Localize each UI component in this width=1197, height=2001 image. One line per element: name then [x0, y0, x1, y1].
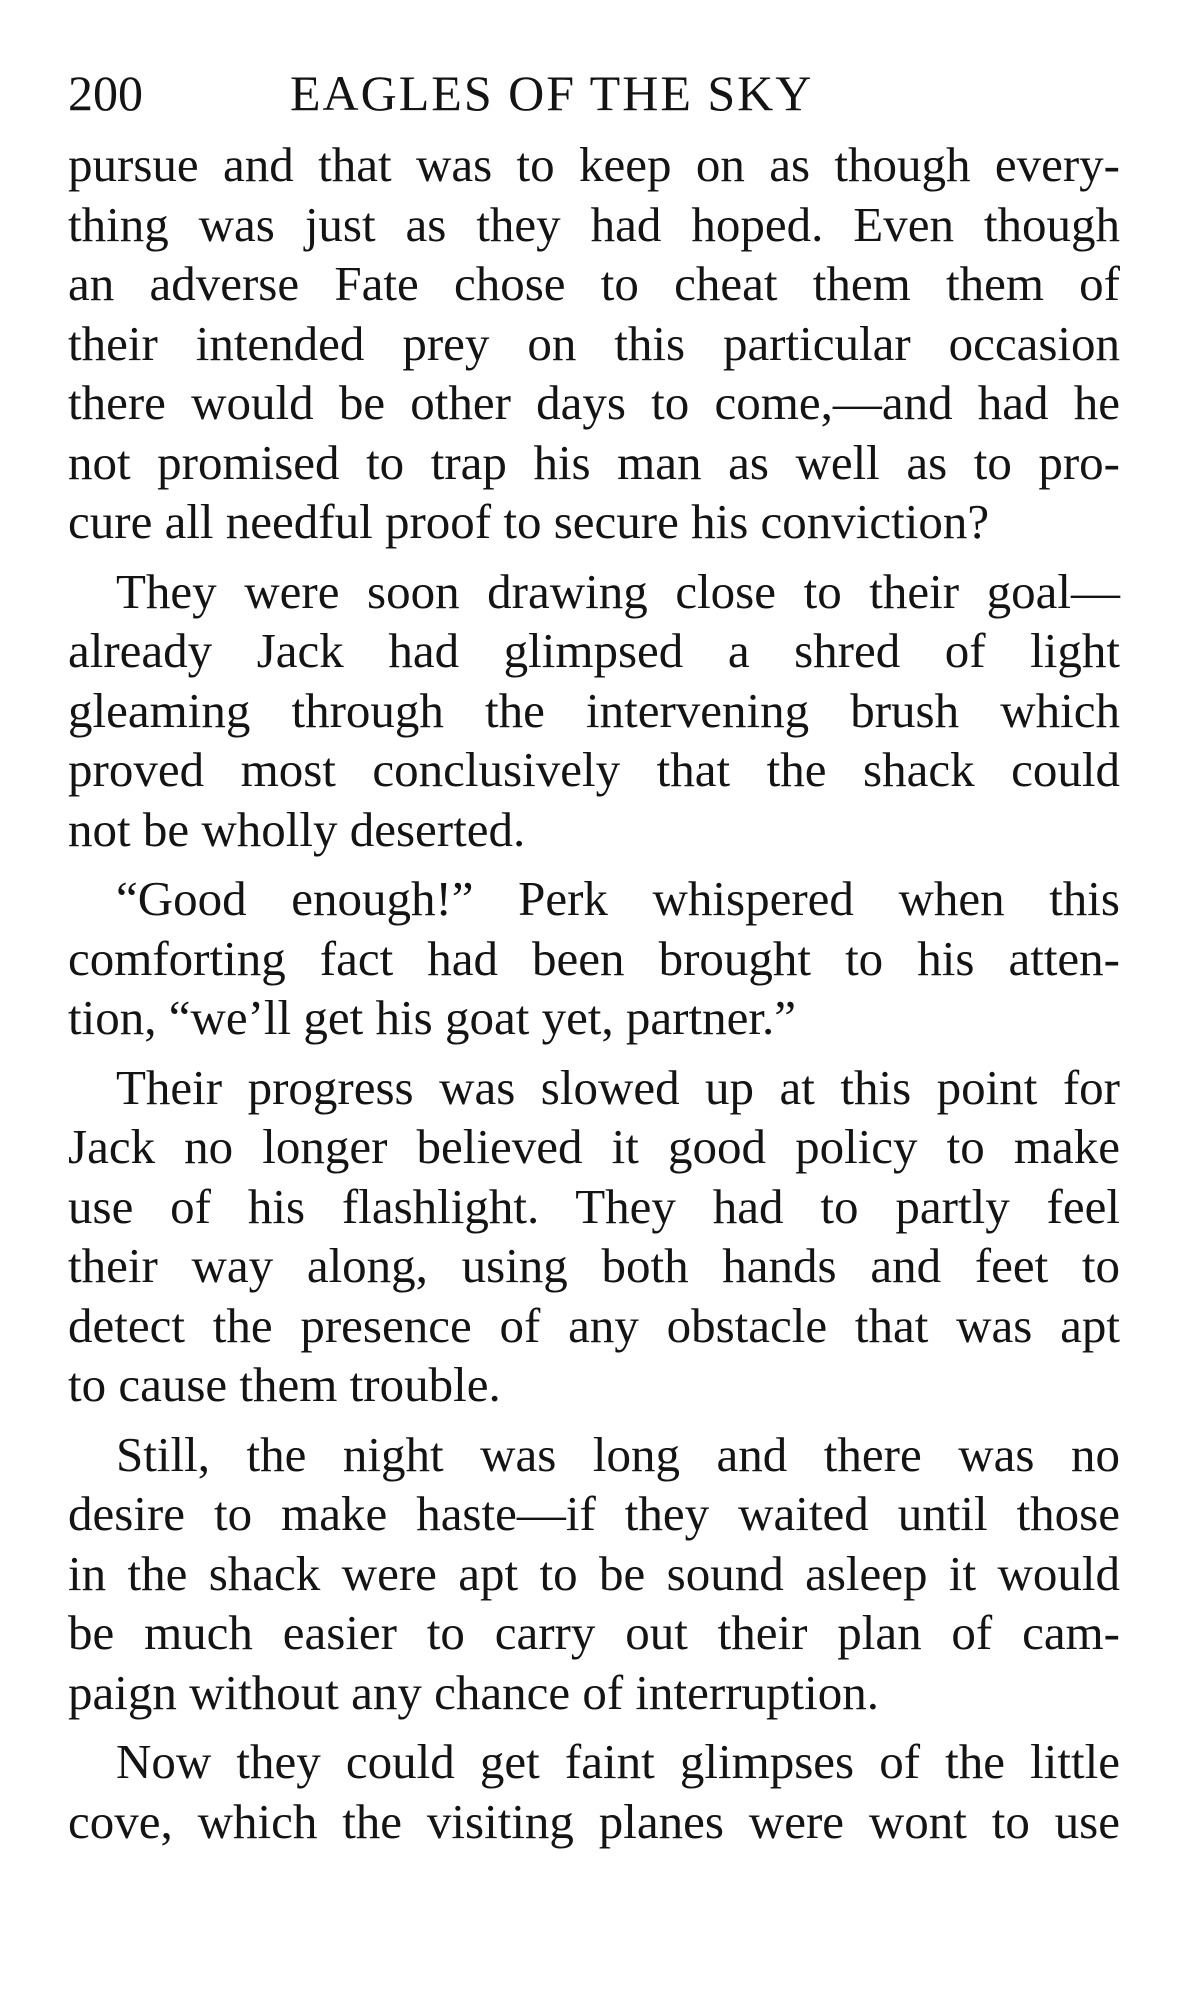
text-line: Jack no longer believed it good policy to make — [68, 1119, 1120, 1174]
text-line: their intended prey on this particular occasion — [68, 315, 1120, 371]
text-line: already Jack had glimpsed a shred of light — [68, 623, 1120, 678]
text-line: paign without any chance of interruption. — [68, 1664, 879, 1720]
paragraph — [68, 562, 1120, 860]
paragraph — [68, 869, 1120, 1048]
text-line: an adverse Fate chose to cheat them them of — [68, 256, 1120, 311]
text-line: not be wholly deserted. — [68, 801, 526, 857]
text-line: Still, the night was long and there was no — [116, 1426, 1120, 1482]
text-line: be much easier to carry out their plan of cam- — [68, 1605, 1120, 1660]
text-line: They were soon drawing close to their goal— — [116, 563, 1120, 619]
text-line: to cause them trouble. — [68, 1357, 501, 1412]
paragraph — [68, 1732, 1120, 1851]
text-line: gleaming through the intervening brush which — [68, 682, 1120, 738]
text-line: “Good enough!” Perk whispered when this — [116, 871, 1120, 926]
text-line: Their progress was slowed up at this point for — [116, 1059, 1120, 1115]
paragraph — [68, 1425, 1120, 1723]
paragraph — [68, 1058, 1120, 1415]
text-line: tion, “we’ll get his goat yet, partner.” — [68, 990, 796, 1045]
text-line: in the shack were apt to be sound asleep it would — [68, 1545, 1120, 1601]
text-line: cure all needful proof to secure his conviction? — [68, 494, 990, 549]
text-line: there would be other days to come,—and had he — [68, 375, 1120, 430]
text-line: detect the presence of any obstacle that was apt — [68, 1297, 1120, 1353]
running-head — [68, 58, 1118, 128]
text-line: not promised to trap his man as well as to pro- — [68, 434, 1120, 490]
text-line: their way along, using both hands and feet to — [68, 1238, 1120, 1293]
body-text — [68, 135, 1120, 1861]
text-line: desire to make haste—if they waited until those — [68, 1486, 1120, 1541]
text-line: use of his flashlight. They had to partly feel — [68, 1178, 1120, 1234]
text-line: cove, which the visiting planes were wont to use — [68, 1793, 1120, 1849]
text-line: comforting fact had been brought to his atten- — [68, 930, 1120, 986]
text-line: Now they could get faint glimpses of the little — [116, 1734, 1120, 1789]
text-line: proved most conclusively that the shack could — [68, 742, 1120, 797]
page-number: 200 — [68, 65, 143, 121]
paragraph — [68, 135, 1120, 552]
text-line: thing was just as they had hoped. Even though — [68, 196, 1120, 252]
book-title: EAGLES OF THE SKY — [290, 65, 814, 121]
text-line: pursue and that was to keep on as though every- — [68, 137, 1120, 192]
